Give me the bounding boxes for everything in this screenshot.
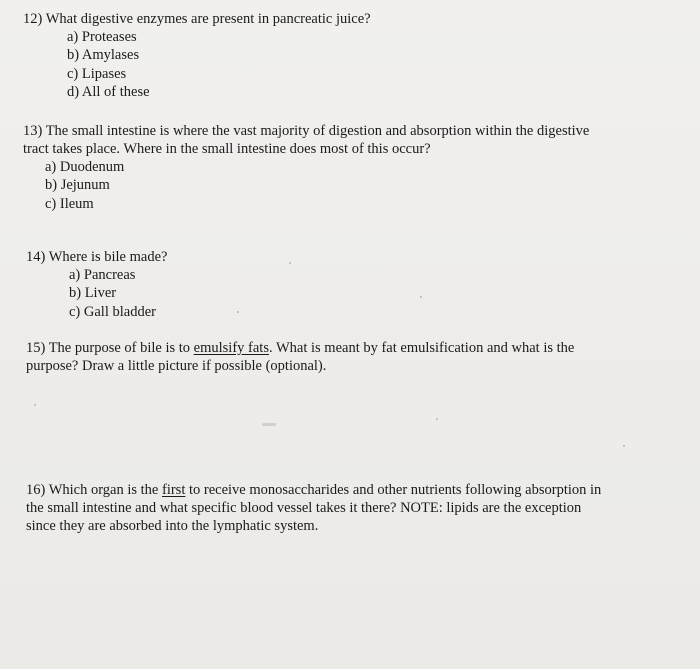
option-b: b) Liver	[69, 285, 117, 302]
question-16	[26, 481, 601, 535]
question-16-line-3: since they are absorbed into the lymphatic system.	[26, 518, 319, 534]
paper-speck	[289, 262, 291, 264]
paper-speck	[623, 445, 625, 447]
option-c: c) Ileum	[45, 195, 94, 212]
question-16-post: to receive monosaccharides and other nutrients following absorption in	[185, 482, 602, 498]
paper-speck	[420, 296, 422, 298]
option-c: c) Lipases	[67, 65, 127, 82]
question-13-line-2: tract takes place. Where in the small intestine does most of this occur?	[23, 141, 431, 157]
question-15-post: . What is meant by fat emulsification and what is the	[268, 340, 575, 356]
first-underlined: first	[161, 482, 186, 498]
question-12	[23, 10, 371, 101]
question-14	[26, 248, 167, 321]
question-16-line-2: the small intestine and what specific blood vessel takes it there? NOTE: lipids are the exception	[26, 500, 582, 516]
question-13-line-1: 13) The small intestine is where the vast majority of digestion and absorption within the digestive	[23, 123, 590, 139]
question-16-line-1	[26, 481, 601, 499]
option-a: a) Proteases	[67, 29, 137, 45]
question-15-line-2: purpose? Draw a little picture if possible (optional).	[26, 358, 327, 374]
question-14-text: 14) Where is bile made?	[26, 249, 168, 265]
option-d: d) All of these	[67, 83, 150, 100]
emulsify-fats-underlined: emulsify fats	[193, 340, 269, 356]
paper-speck	[237, 311, 239, 313]
option-a: a) Duodenum	[45, 159, 125, 175]
question-15-line-1	[26, 339, 574, 357]
option-b: b) Jejunum	[45, 177, 110, 194]
paper-mark	[262, 423, 276, 426]
question-13	[23, 122, 589, 213]
question-12-text: 12) What digestive enzymes are present in pancreatic juice?	[23, 11, 371, 27]
option-a: a) Pancreas	[69, 267, 136, 283]
question-16-pre: 16) Which organ is the	[26, 482, 162, 498]
option-c: c) Gall bladder	[69, 303, 156, 320]
option-b: b) Amylases	[67, 47, 140, 64]
paper-speck	[436, 418, 438, 420]
question-14-options	[69, 266, 167, 321]
question-15	[26, 339, 574, 375]
question-13-options	[45, 158, 589, 213]
question-15-pre: 15) The purpose of bile is to	[26, 340, 194, 356]
question-12-options	[67, 28, 371, 101]
paper-speck	[34, 404, 36, 406]
